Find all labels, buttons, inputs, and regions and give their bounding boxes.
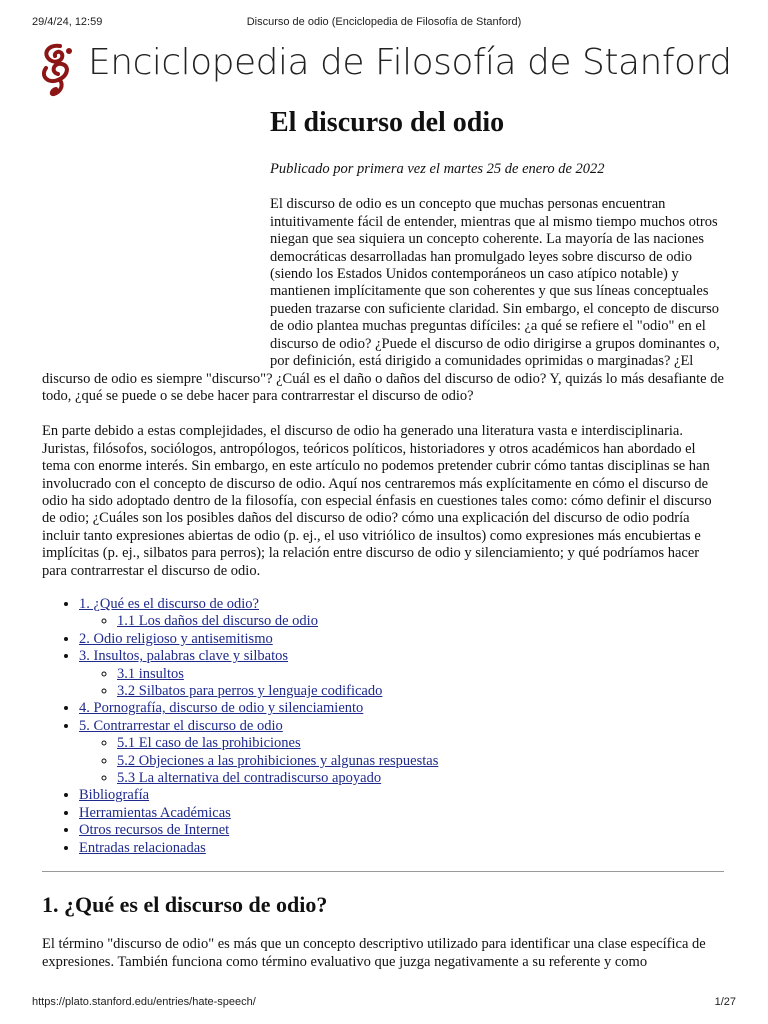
toc-sublink[interactable]: 5.3 La alternativa del contradiscurso apoyado [117,770,382,787]
section-1-paragraph: El término "discurso de odio" es más que un concepto descriptivo utilizado para identificar una clase específica de expresiones. También funciona como término evaluativo que juzga negativamente a su referente y como [42,936,706,970]
site-header[interactable] [38,40,738,100]
toc-subitem [117,613,724,630]
print-footer [0,996,768,1010]
toc-link[interactable]: Entradas relacionadas [79,839,206,856]
toc-item [79,718,724,788]
toc-sublink[interactable]: 3.1 insultos [117,665,184,682]
toc-item [79,700,724,717]
toc-sublink[interactable]: 5.1 El caso de las prohibiciones [117,735,301,752]
toc-subitem [117,753,724,770]
toc-subitem [117,735,724,752]
preamble-paragraph-1: El discurso de odio es un concepto que muchas personas encuentran intuitivamente fácil de entender, mientras que al mismo tiempo muchos otros niegan que sea siquiera un concepto coherente. La mayoría de las naciones democráticas desarrolladas han promulgado leyes sobre discurso de odio (siendo los Estados Unidos contemporáneos un caso atípico notable) y mantienen implícitamente que son coherentes y que sus líneas conceptuales pueden trazarse con suficiente claridad. Sin embargo, el concepto de discurso de odio plantea muchas preguntas difíciles: ¿a qué se refiere el "odio" en el discurso de odio? ¿Puede el discurso de odio dirigirse a grupos dominantes o, por definición, está dirigido a comunidades oprimidas o marginadas? ¿El discurso de odio es siempre "discurso"? ¿Cuál es el daño o daños del discurso de odio? Y, quizás lo más desafiante de todo, ¿qué se puede o se debe hacer para contrarrestar el discurso de odio? [42,196,724,404]
toc-sublink[interactable]: 5.2 Objeciones a las prohibiciones y algunas respuestas [117,752,439,769]
toc-item [79,631,724,648]
toc-sublink[interactable]: 1.1 Los daños del discurso de odio [117,613,318,630]
toc-link[interactable]: Otros recursos de Internet [79,822,230,839]
toc-subitem [117,770,724,787]
toc-item [79,840,724,857]
print-doc-title: Discurso de odio (Enciclopedia de Filosofía de Stanford) [246,16,522,28]
toc-link[interactable]: Bibliografía [79,787,150,804]
toc-item [79,805,724,822]
publication-info: Publicado por primera vez el martes 25 de enero de 2022 [270,160,605,177]
toc-link[interactable]: 5. Contrarrestar el discurso de odio [79,717,283,734]
toc-item [79,596,724,631]
preamble-spacer [42,196,270,370]
toc-item [79,787,724,804]
toc-link[interactable]: 1. ¿Qué es el discurso de odio? [79,595,259,612]
toc-subitem [117,666,724,683]
title-block [270,106,724,178]
toc-subitem [117,683,724,700]
toc-link[interactable]: 2. Odio religioso y antisemitismo [79,630,273,647]
site-name[interactable]: Enciclopedia de Filosofía de Stanford [88,42,732,83]
section-divider [42,871,724,872]
print-page-number: 1/27 [714,996,736,1008]
toc-link[interactable]: 4. Pornografía, discurso de odio y silenciamiento [79,700,364,717]
sep-logo-icon[interactable] [38,42,78,98]
table-of-contents [42,596,724,857]
entry-content [42,100,724,971]
print-header [0,10,768,26]
toc-sublist [79,613,724,630]
toc-item [79,648,724,700]
preamble [42,196,724,405]
print-datetime: 29/4/24, 12:59 [32,16,103,28]
section-1-heading: 1. ¿Qué es el discurso de odio? [42,892,328,918]
print-url: https://plato.stanford.edu/entries/hate-speech/ [32,996,256,1008]
toc-item [79,822,724,839]
toc-sublist [79,666,724,701]
entry-title: El discurso del odio [270,107,505,138]
toc-link[interactable]: Herramientas Académicas [79,804,231,821]
toc-sublink[interactable]: 3.2 Silbatos para perros y lenguaje codificado [117,683,383,699]
toc-link[interactable]: 3. Insultos, palabras clave y silbatos [79,648,288,665]
toc-sublist [79,735,724,787]
preamble-paragraph-2: En parte debido a estas complejidades, el discurso de odio ha generado una literatura vasta e interdisciplinaria. Juristas, filósofos, sociólogos, antropólogos, teóricos políticos, historiadores y otros académicos han abordado el tema con enorme interés. Sin embargo, en este artículo no podemos pretender cubrir cómo tantas disciplinas se han involucrado con el concepto de discurso de odio. Aquí nos centraremos más explícitamente en cómo el discurso de odio ha sido adoptado dentro de la filosofía, con especial énfasis en cuestiones tales como: cómo definir el discurso de odio; ¿Cuáles son los posibles daños del discurso de odio? cómo una explicación del discurso de odio podría incluir tanto expresiones abiertas de odio (p. ej., el uso vitriólico de insultos) como expresiones más encubiertas e implícitas (p. ej., silbatos para perros); la relación entre discurso de odio y silenciamiento; y qué podríamos hacer para contrarrestar el discurso de odio. [42,423,712,579]
